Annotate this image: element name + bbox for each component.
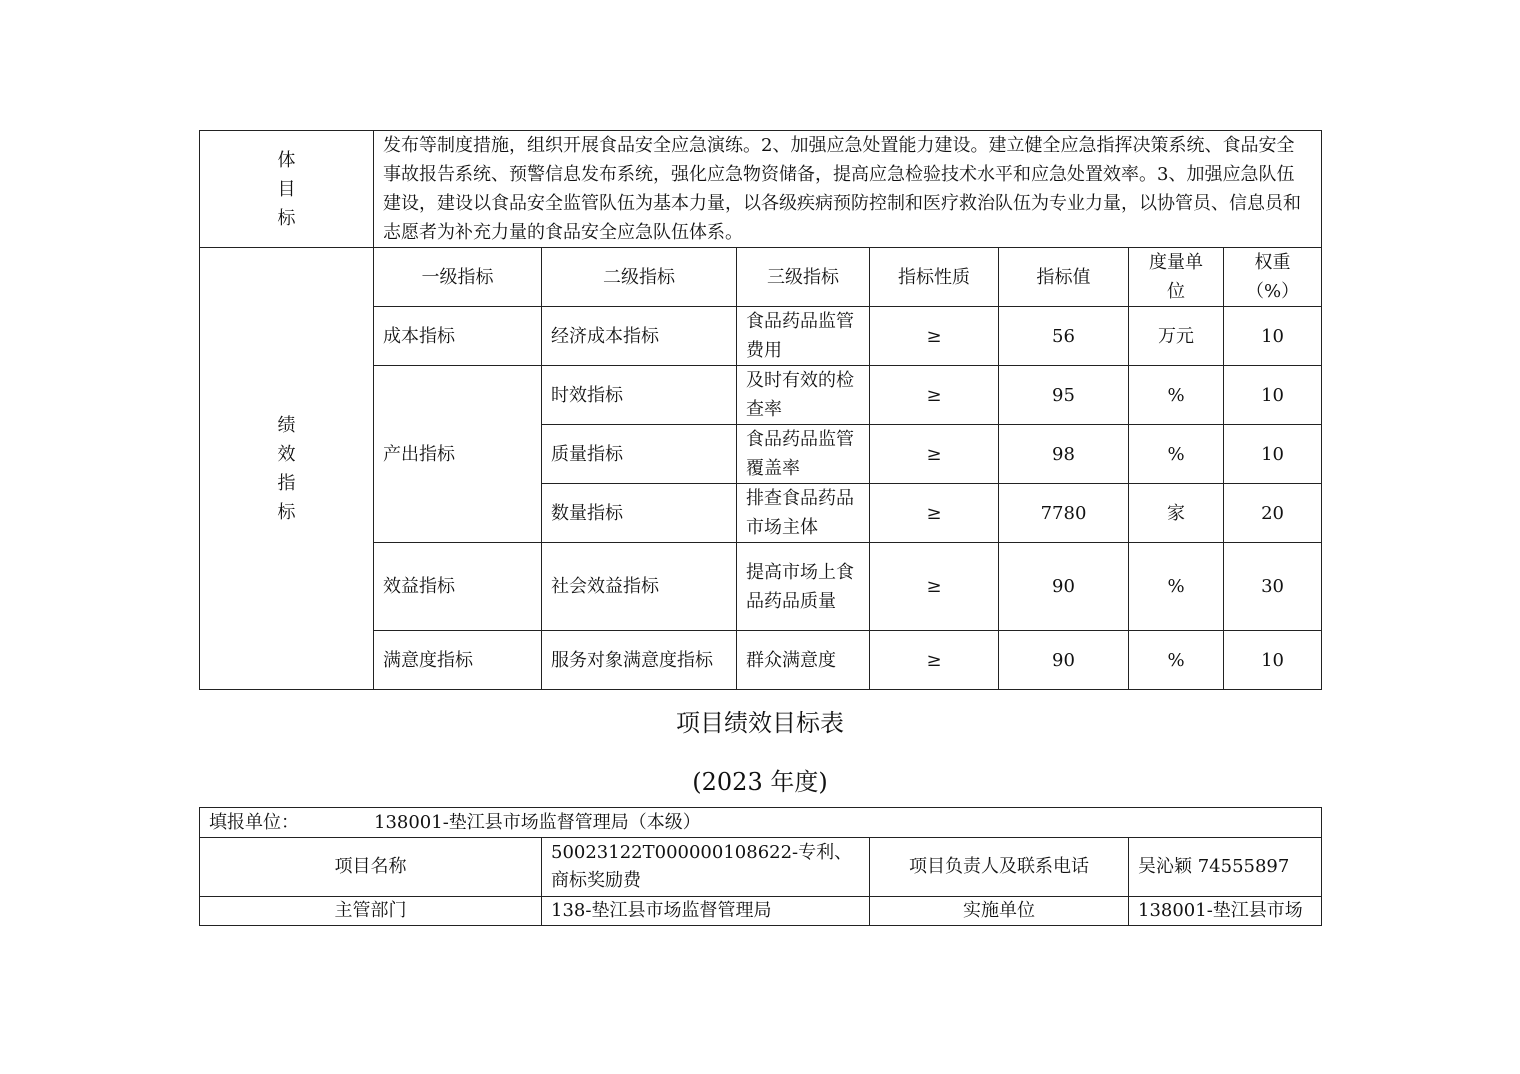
- dept-value: 138-垫江县市场监督管理局: [542, 897, 870, 926]
- value-cell: 7780: [999, 484, 1129, 543]
- header-cell: 度量单位: [1129, 248, 1224, 307]
- header-cell: 一级指标: [374, 248, 542, 307]
- level1-cell: 成本指标: [374, 307, 542, 366]
- level3-cell: 食品药品监管覆盖率: [737, 425, 870, 484]
- header-cell: 指标性质: [870, 248, 999, 307]
- unit-cell: %: [1129, 543, 1224, 631]
- project-row: [200, 838, 1322, 897]
- weight-cell: 20: [1224, 484, 1322, 543]
- goal-row: [200, 131, 1322, 248]
- value-cell: 90: [999, 543, 1129, 631]
- level2-cell: 社会效益指标: [542, 543, 737, 631]
- unit-cell: 家: [1129, 484, 1224, 543]
- unit-row: [200, 808, 1322, 838]
- unit-cell: 万元: [1129, 307, 1224, 366]
- level3-cell: 及时有效的检查率: [737, 366, 870, 425]
- nature-cell: ≥: [870, 366, 999, 425]
- weight-cell: 10: [1224, 366, 1322, 425]
- weight-cell: 10: [1224, 425, 1322, 484]
- weight-cell: 10: [1224, 631, 1322, 690]
- performance-table: [199, 130, 1322, 690]
- level3-cell: 食品药品监管费用: [737, 307, 870, 366]
- level1-cell: 产出指标: [374, 366, 542, 543]
- level2-cell: 数量指标: [542, 484, 737, 543]
- project-name-label: 项目名称: [200, 838, 542, 897]
- goal-text: 发布等制度措施，组织开展食品安全应急演练。2、加强应急处置能力建设。建立健全应急指挥决策系统、食品安全事故报告系统、预警信息发布系统，强化应急物资储备，提高应急检验技术水平和应急处置效率。3、加强应急队伍建设，建设以食品安全监管队伍为基本力量，以各级疾病预防控制和医疗救治队伍为专业力量，以协管员、信息员和志愿者为补充力量的食品安全应急队伍体系。: [374, 131, 1322, 248]
- unit-cell: %: [1129, 366, 1224, 425]
- indicator-label: 绩 效 指 标: [200, 248, 374, 690]
- nature-cell: ≥: [870, 425, 999, 484]
- level3-cell: 群众满意度: [737, 631, 870, 690]
- contact-value: 吴沁颖 74555897: [1129, 838, 1322, 897]
- level2-cell: 质量指标: [542, 425, 737, 484]
- header-cell: 二级指标: [542, 248, 737, 307]
- value-cell: 56: [999, 307, 1129, 366]
- dept-row: [200, 897, 1322, 926]
- indicator-header-row: [200, 248, 1322, 307]
- nature-cell: ≥: [870, 631, 999, 690]
- reporting-unit: [200, 808, 1322, 838]
- value-cell: 98: [999, 425, 1129, 484]
- unit-cell: %: [1129, 631, 1224, 690]
- project-name-value: 50023122T000000108622-专利、商标奖励费: [542, 838, 870, 897]
- value-cell: 95: [999, 366, 1129, 425]
- level2-cell: 经济成本指标: [542, 307, 737, 366]
- nature-cell: ≥: [870, 484, 999, 543]
- nature-cell: ≥: [870, 307, 999, 366]
- year-subtitle: (2023 年度): [692, 768, 828, 796]
- header-cell: 三级指标: [737, 248, 870, 307]
- dept-label: 主管部门: [200, 897, 542, 926]
- header-cell: 权重（%）: [1224, 248, 1322, 307]
- impl-value: 138001-垫江县市场: [1129, 897, 1322, 926]
- weight-cell: 30: [1224, 543, 1322, 631]
- level1-cell: 满意度指标: [374, 631, 542, 690]
- page-title: 项目绩效目标表: [676, 709, 844, 737]
- level3-cell: 提高市场上食品药品质量: [737, 543, 870, 631]
- header-cell: 指标值: [999, 248, 1129, 307]
- value-cell: 90: [999, 631, 1129, 690]
- impl-label: 实施单位: [870, 897, 1129, 926]
- unit-cell: %: [1129, 425, 1224, 484]
- weight-cell: 10: [1224, 307, 1322, 366]
- goal-label: 体 目 标: [200, 131, 374, 248]
- contact-label: 项目负责人及联系电话: [870, 838, 1129, 897]
- level3-cell: 排查食品药品市场主体: [737, 484, 870, 543]
- level2-cell: 时效指标: [542, 366, 737, 425]
- unit-label: 填报单位：: [209, 811, 299, 833]
- level2-cell: 服务对象满意度指标: [542, 631, 737, 690]
- unit-value: 138001-垫江县市场监督管理局（本级）: [374, 811, 701, 833]
- nature-cell: ≥: [870, 543, 999, 631]
- level1-cell: 效益指标: [374, 543, 542, 631]
- project-info-table: [199, 807, 1322, 926]
